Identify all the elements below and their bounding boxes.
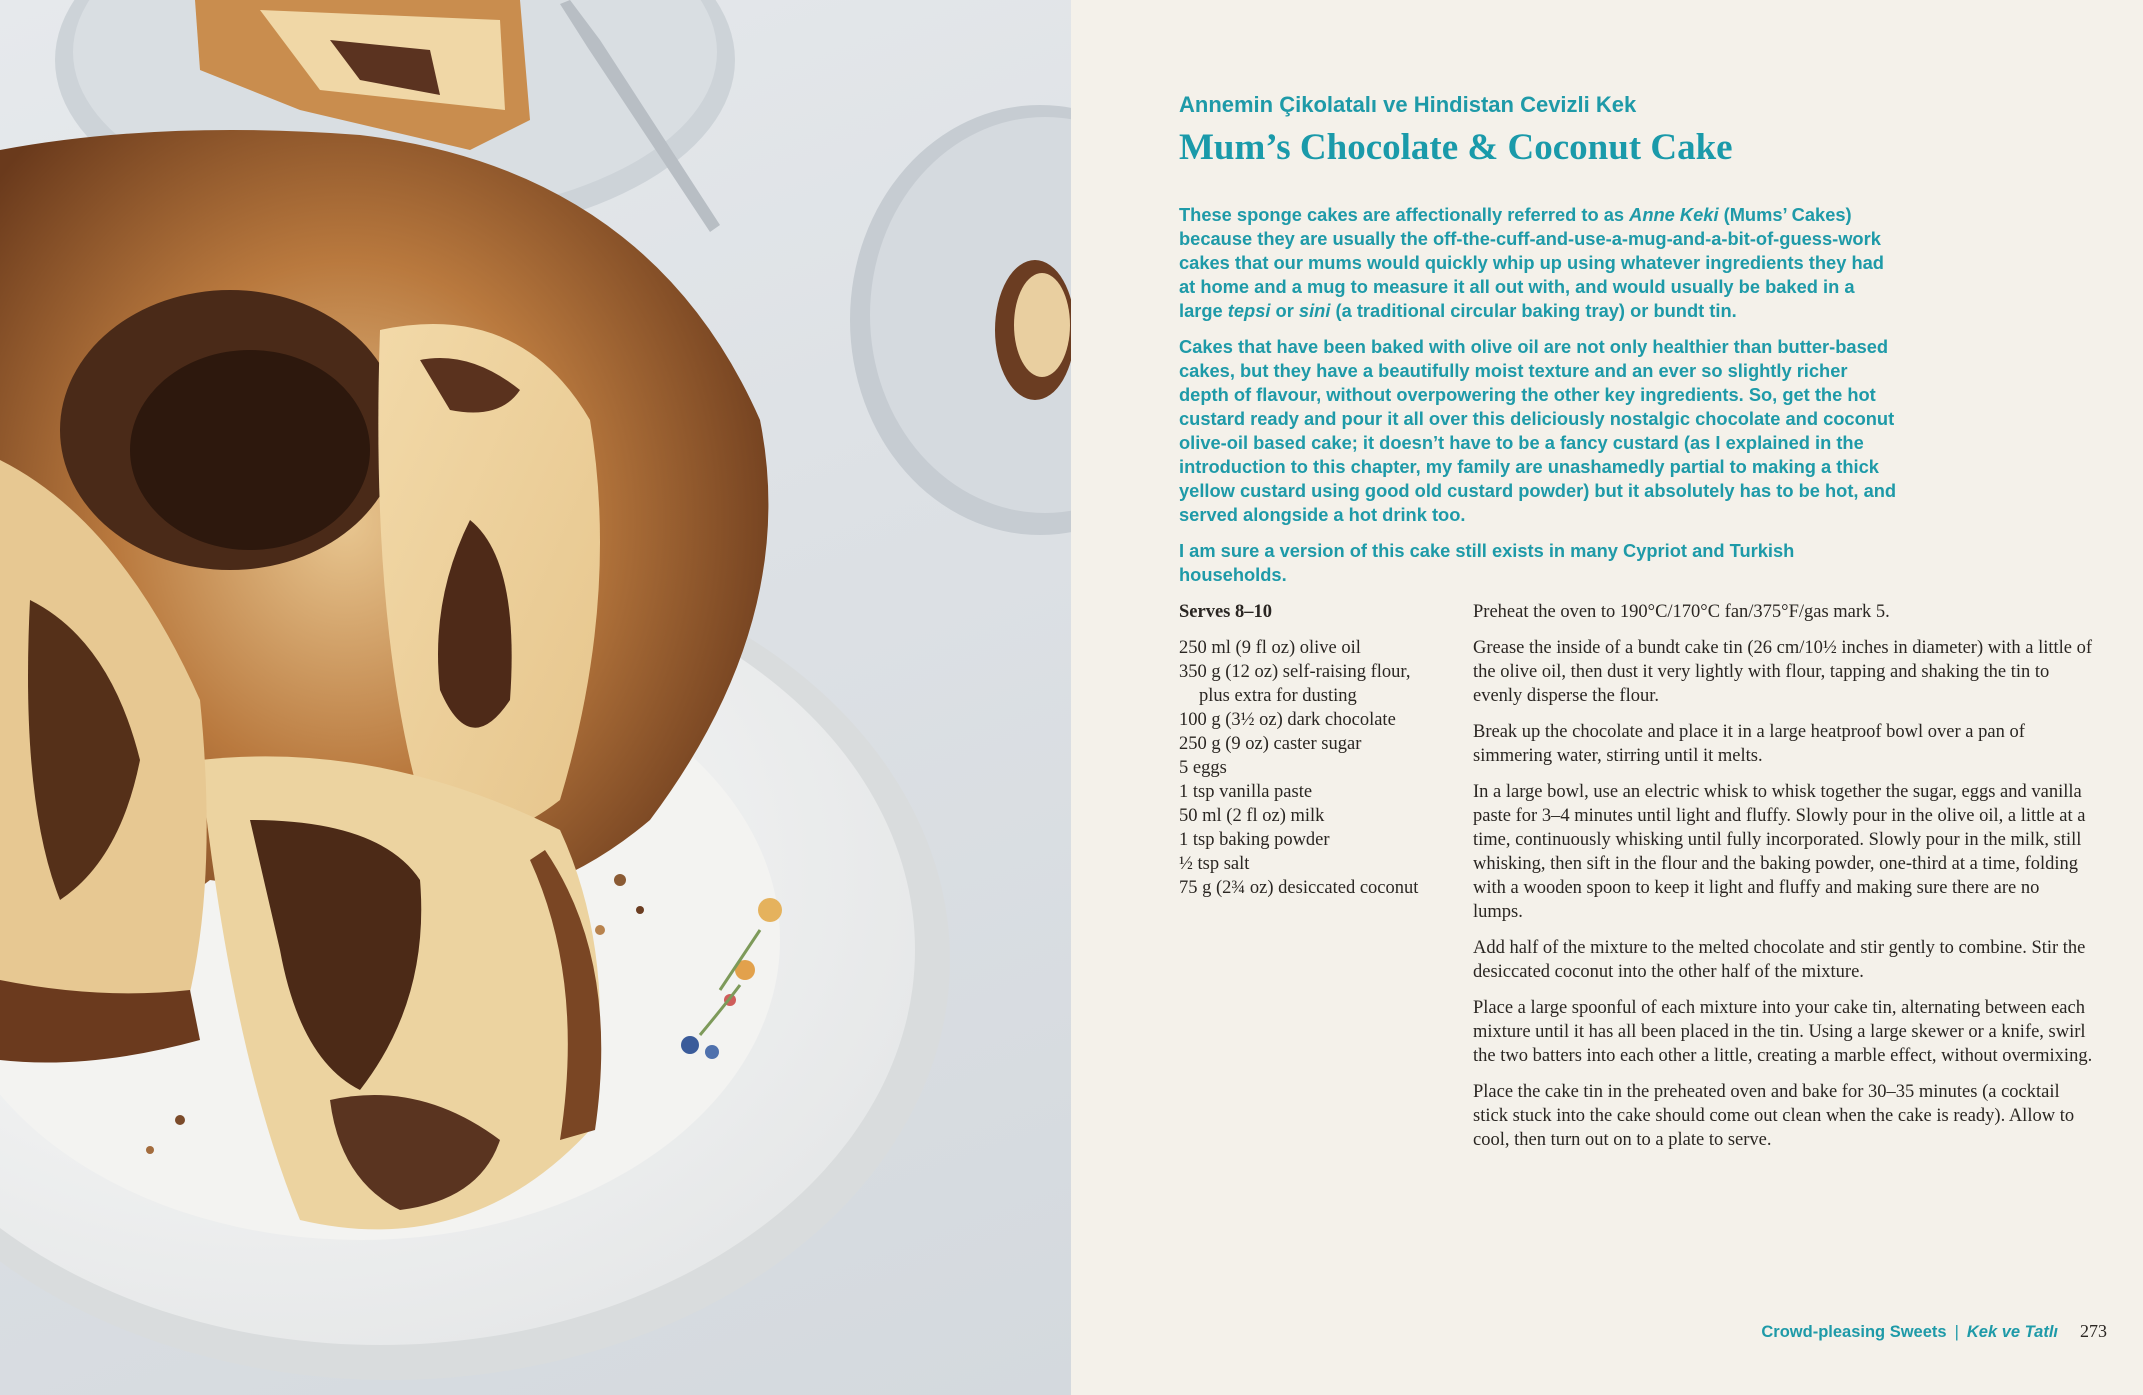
ingredient-item: 1 tsp vanilla paste [1179,782,1313,802]
ingredient-item: 50 ml (2 fl oz) milk [1179,806,1325,826]
ingredients-panel [1179,600,1459,900]
recipe-page [1071,0,2143,1395]
ingredient-item: plus extra for dusting [1199,686,1357,706]
ingredient-item: 350 g (12 oz) self-raising flour, [1179,662,1411,682]
method-step: Add half of the mixture to the melted chocolate and stir gently to combine. Stir the desiccated coconut into the other half of the mixture. [1473,938,2086,982]
page-footer [1071,1321,2107,1342]
recipe-title: Mum’s Chocolate & Coconut Cake [1179,127,1733,168]
recipe-intro [1179,203,1899,599]
intro-paragraph-3: I am sure a version of this cake still exists in many Cypriot and Turkish households. [1179,540,1795,585]
cake-illustration [0,0,1071,1395]
footer-section: Crowd-pleasing Sweets [1761,1323,1947,1341]
method-step: Place the cake tin in the preheated oven and bake for 30–35 minutes (a cocktail stick stuck into the cake should come out clean when the cake is ready). Allow to cool, then turn out on to a plate to serve. [1473,1082,2075,1150]
ingredient-item: ½ tsp salt [1179,854,1250,874]
ingredient-item: 1 tsp baking powder [1179,830,1330,850]
ingredients-list [1179,636,1459,900]
page-number: 273 [2080,1321,2107,1341]
method-steps [1473,600,2093,1164]
footer-section-translation: Kek ve Tatlı [1966,1323,2058,1341]
recipe-subtitle: Annemin Çikolatalı ve Hindistan Cevizli Kek [1179,92,1637,117]
method-step: In a large bowl, use an electric whisk to whisk together the sugar, eggs and vanilla paste for 3–4 minutes until light and fluffy. Slowly pour in the olive oil, a little at a time, continuously whisking until fully incorporated. Slowly pour in the milk, still whisking, then sift in the flour and the baking powder, one-third at a time, folding with a wooden spoon to keep it light and fluffy and making sure there are no lumps. [1473,782,2086,922]
intro-paragraph-2: Cakes that have been baked with olive oil are not only healthier than butter-based cakes, but they have a beautifully moist texture and an ever so slightly richer depth of flavour, without overpowering the other key ingredients. So, get the hot custard ready and pour it all over this deliciously nostalgic chocolate and coconut olive-oil based cake; it doesn’t have to be a fancy custard (as I explained in the introduction to this chapter, my family are unashamedly partial to making a thick yellow custard using good old custard powder) but it absolutely has to be hot, and served alongside a hot drink too. [1179,336,1897,525]
ingredient-item: 100 g (3½ oz) dark chocolate [1179,710,1396,730]
ingredient-item: 250 g (9 oz) caster sugar [1179,734,1362,754]
ingredient-item: 250 ml (9 fl oz) olive oil [1179,638,1361,658]
ingredient-item: 5 eggs [1179,758,1227,778]
intro-paragraph-1: These sponge cakes are affectionally referred to as Anne Keki (Mums’ Cakes) because they are usually the off-the-cuff-and-use-a-mug-and-a-bit-of-guess-work cakes that our mums would quickly whip up using whatever ingredients they had at home and a mug to measure it all out with, and would usually be baked in a large tepsi or sini (a traditional circular baking tray) or bundt tin. [1179,204,1884,321]
method-step: Place a large spoonful of each mixture into your cake tin, alternating between each mixture until it has all been placed in the tin. Using a large skewer or a knife, swirl the two batters into each other a little, creating a marble effect, without overmixing. [1473,998,2093,1066]
method-step: Break up the chocolate and place it in a large heatproof bowl over a pan of simmering water, stirring until it melts. [1473,722,2025,766]
method-step: Grease the inside of a bundt cake tin (26 cm/10½ inches in diameter) with a little of the olive oil, then dust it very lightly with flour, tapping and shaking the tin to evenly disperse the flour. [1473,638,2093,706]
serves-label: Serves 8–10 [1179,602,1272,622]
method-step: Preheat the oven to 190°C/170°C fan/375°F/gas mark 5. [1473,602,1890,622]
cake-photo [0,0,1071,1395]
footer-separator: | [1954,1323,1959,1341]
ingredient-item: 75 g (2¾ oz) desiccated coconut [1179,878,1419,898]
